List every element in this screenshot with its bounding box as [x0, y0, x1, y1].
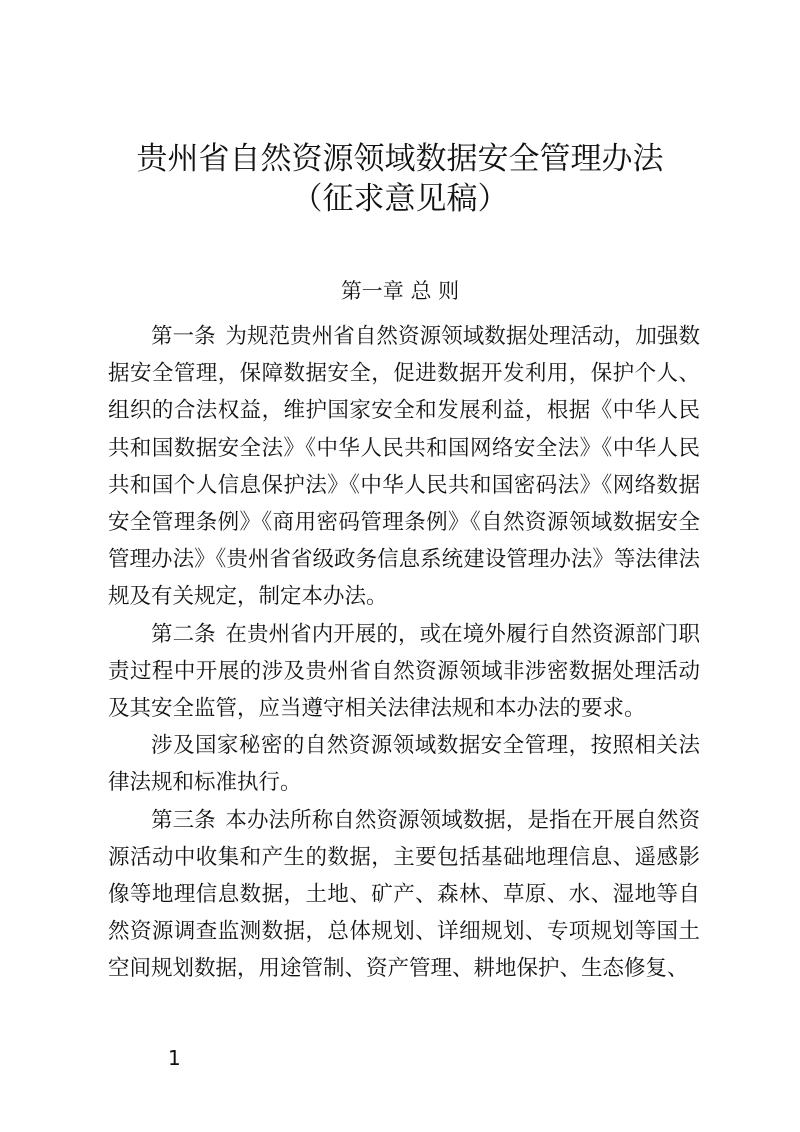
document-body [108, 318, 700, 988]
document-subtitle: （征求意见稿） [291, 181, 509, 217]
article-paragraph [108, 318, 700, 616]
article-number: 第一条 [151, 324, 216, 349]
article-paragraph [108, 727, 700, 801]
article-number: 第二条 [151, 621, 216, 647]
page-number: 1 [168, 1046, 181, 1070]
chapter-heading: 第一章 总 则 [340, 279, 460, 303]
article-text: 在贵州省内开展的，或在境外履行自然资源部门职责过程中开展的涉及贵州省自然资源领域非涉密数据处理活动及其安全监管，应当遵守相关法律法规和本办法的要求。 [108, 621, 700, 722]
article-text: 本办法所称自然资源领域数据，是指在开展自然资源活动中收集和产生的数据，主要包括基础地理信息、遥感影像等地理信息数据，土地、矿产、森林、草原、水、湿地等自然资源调查监测数据，总体规划、详细规划、专项规划等国土空间规划数据，用途管制、资产管理、耕地保护、生态修复、 [108, 807, 700, 982]
article-text: 为规范贵州省自然资源领域数据处理活动，加强数据安全管理，保障数据安全，促进数据开发利用，保护个人、组织的合法权益，维护国家安全和发展利益，根据《中华人民共和国数据安全法》《中华人民共和国网络安全法》《中华人民共和国个人信息保护法》《中华人民共和国密码法》《网络数据安全管理条例》《商用密码管理条例》《自然资源领域数据安全管理办法》《贵州省省级政务信息系统建设管理办法》等法律法规及有关规定，制定本办法。 [108, 324, 700, 610]
article-paragraph [108, 802, 700, 988]
document-title: 贵州省自然资源领域数据安全管理办法 [136, 141, 664, 177]
article-paragraph [108, 616, 700, 728]
article-text: 涉及国家秘密的自然资源领域数据安全管理，按照相关法律法规和标准执行。 [108, 733, 700, 796]
article-number: 第三条 [151, 807, 216, 833]
